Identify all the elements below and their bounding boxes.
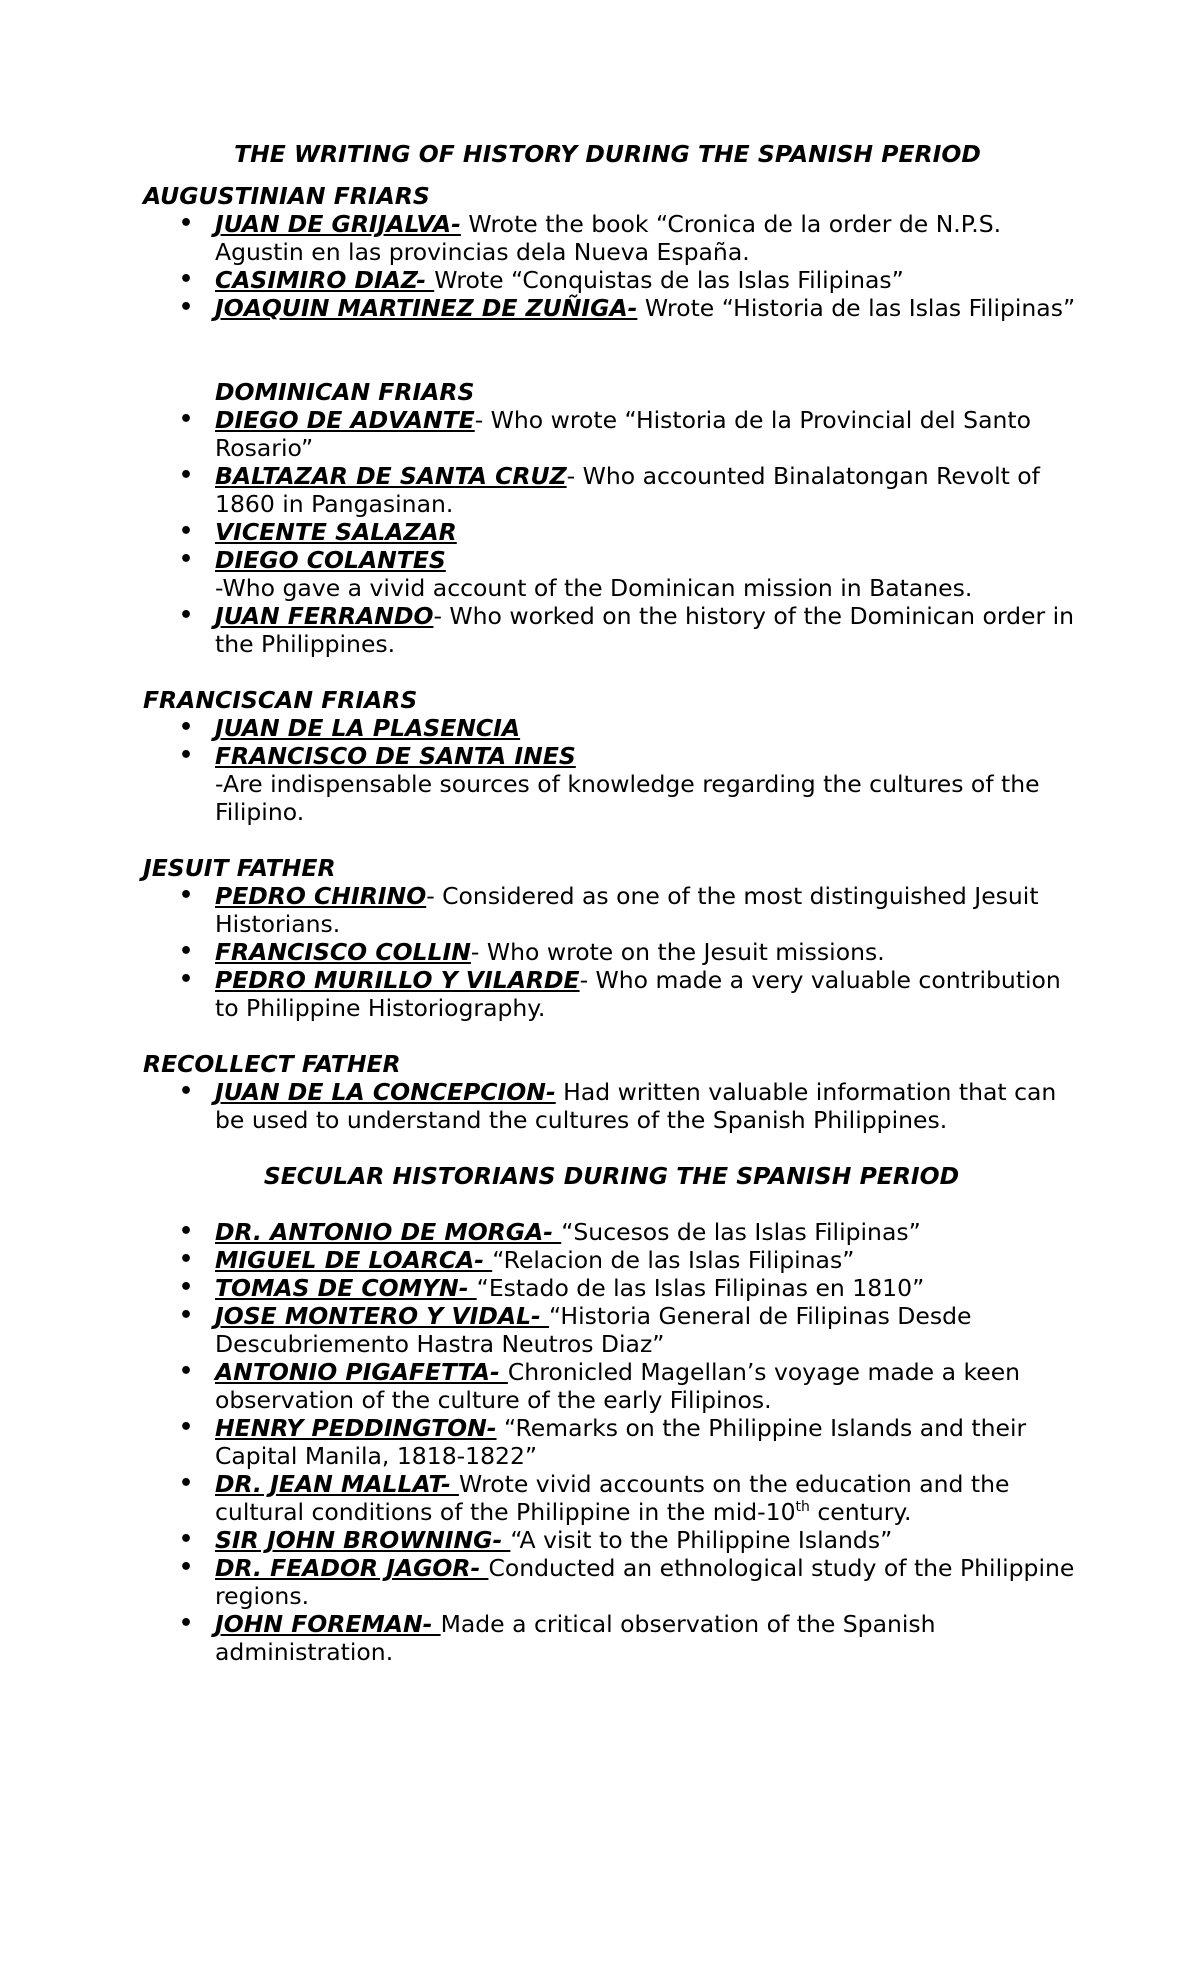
list-item	[143, 210, 1080, 266]
historian-desc: - Considered as one of the most distinguished Jesuit Historians.	[215, 882, 1039, 938]
spacer	[143, 658, 1080, 686]
list-item	[143, 1470, 1080, 1526]
superscript: th	[795, 1499, 810, 1516]
list-item	[143, 938, 1080, 966]
bullet-icon: •	[179, 1275, 194, 1300]
historian-desc: “Remarks on the Philippine Islands and their Capital Manila, 1818-1822”	[215, 1414, 1027, 1470]
historian-name: JUAN FERRANDO	[215, 602, 434, 630]
recollect-list	[143, 1078, 1080, 1134]
section-note: -Are indispensable sources of knowledge regarding the cultures of the Filipino.	[215, 770, 1040, 826]
spacer	[143, 1134, 1080, 1162]
document-title: THE WRITING OF HISTORY DURING THE SPANISH PERIOD	[234, 140, 981, 168]
list-item	[143, 518, 1080, 546]
secular-section-title: SECULAR HISTORIANS DURING THE SPANISH PERIOD	[263, 1162, 960, 1190]
list-item	[143, 1526, 1080, 1554]
secular-list	[143, 1218, 1080, 1666]
historian-name: DR. ANTONIO DE MORGA-	[215, 1218, 562, 1246]
list-item	[143, 1554, 1080, 1610]
bullet-icon: •	[179, 1611, 194, 1636]
historian-name: DIEGO DE ADVANTE	[215, 406, 475, 434]
franciscan-list	[143, 714, 1080, 770]
historian-desc: Wrote the book “Cronica de la order de N.P.S. Agustin en las provincias dela Nueva España.	[215, 210, 1002, 266]
bullet-icon: •	[179, 1527, 194, 1552]
historian-name: DIEGO COLANTES	[215, 546, 446, 574]
bullet-icon: •	[179, 603, 194, 628]
list-item	[143, 966, 1080, 1022]
list-item	[143, 1274, 1080, 1302]
list-item	[143, 714, 1080, 742]
bullet-icon: •	[179, 1219, 194, 1244]
list-item	[143, 1302, 1080, 1358]
jesuit-list	[143, 882, 1080, 1022]
historian-name: JUAN DE LA PLASENCIA	[215, 714, 521, 742]
historian-desc: - Who worked on the history of the Dominican order in the Philippines.	[215, 602, 1075, 658]
bullet-icon: •	[179, 1555, 194, 1580]
historian-desc: Wrote “Historia de las Islas Filipinas”	[637, 294, 1076, 322]
historian-name: JUAN DE GRIJALVA-	[215, 210, 461, 238]
historian-name: MIGUEL DE LOARCA-	[215, 1246, 493, 1274]
spacer	[143, 826, 1080, 854]
historian-desc: Conducted an ethnological study of the Philippine regions.	[215, 1554, 1075, 1610]
list-item	[143, 266, 1080, 294]
bullet-icon: •	[179, 1415, 194, 1440]
section-heading-franciscan: FRANCISCAN FRIARS	[143, 686, 418, 714]
historian-desc: - Who wrote on the Jesuit missions.	[470, 938, 885, 966]
bullet-icon: •	[179, 1079, 194, 1104]
section-heading-recollect: RECOLLECT FATHER	[143, 1050, 401, 1078]
historian-name: SIR JOHN BROWNING-	[215, 1526, 511, 1554]
historian-name: VICENTE SALAZAR	[215, 518, 457, 546]
dominican-list	[143, 406, 1080, 574]
list-item	[143, 1414, 1080, 1470]
historian-name: TOMAS DE COMYN-	[215, 1274, 477, 1302]
historian-desc: “Historia General de Filipinas Desde Descubriemento Hastra Neutros Diaz”	[215, 1302, 972, 1358]
bullet-icon: •	[179, 519, 194, 544]
historian-desc: Wrote “Conquistas de las Islas Filipinas”	[434, 266, 904, 294]
historian-desc-tail: century.	[809, 1498, 912, 1526]
historian-desc: Had written valuable information that can be used to understand the cultures of the Spanish Philippines.	[215, 1078, 1057, 1134]
list-item	[143, 1610, 1080, 1666]
historian-desc: Chronicled Magellan’s voyage made a keen observation of the culture of the early Filipinos.	[215, 1358, 1021, 1414]
bullet-icon: •	[179, 883, 194, 908]
historian-name: BALTAZAR DE SANTA CRUZ	[215, 462, 567, 490]
historian-desc: Wrote vivid accounts on the education and the cultural conditions of the Philippine in the mid-10	[215, 1470, 1010, 1526]
bullet-icon: •	[179, 463, 194, 488]
list-item	[143, 602, 1080, 658]
historian-name: ANTONIO PIGAFETTA-	[215, 1358, 508, 1386]
bullet-icon: •	[179, 295, 194, 320]
historian-desc: “Sucesos de las Islas Filipinas”	[561, 1218, 921, 1246]
section-heading-jesuit: JESUIT FATHER	[143, 854, 336, 882]
list-item	[143, 294, 1080, 322]
historian-name: DR. JEAN MALLAT-	[215, 1470, 459, 1498]
historian-desc: - Who wrote “Historia de la Provincial del Santo Rosario”	[215, 406, 1031, 462]
list-item	[143, 546, 1080, 574]
bullet-icon: •	[179, 743, 194, 768]
augustinian-list	[143, 210, 1080, 322]
bullet-icon: •	[179, 407, 194, 432]
spacer	[143, 1022, 1080, 1050]
list-item	[143, 1246, 1080, 1274]
historian-desc: - Who accounted Binalatongan Revolt of 1860 in Pangasinan.	[215, 462, 1040, 518]
bullet-icon: •	[179, 547, 194, 572]
list-item	[143, 462, 1080, 518]
historian-desc: - Who made a very valuable contribution to Philippine Historiography.	[215, 966, 1061, 1022]
list-item	[143, 1218, 1080, 1246]
list-item	[143, 406, 1080, 462]
bullet-icon: •	[179, 967, 194, 992]
historian-name: DR. FEADOR JAGOR-	[215, 1554, 489, 1582]
list-item	[143, 882, 1080, 938]
historian-name: JOAQUIN MARTINEZ DE ZUÑIGA-	[215, 294, 638, 322]
bullet-icon: •	[179, 267, 194, 292]
list-item	[143, 742, 1080, 770]
section-heading-dominican: DOMINICAN FRIARS	[215, 378, 475, 406]
bullet-icon: •	[179, 1247, 194, 1272]
dominican-list-continued	[143, 602, 1080, 658]
bullet-icon: •	[179, 211, 194, 236]
historian-name: PEDRO MURILLO Y VILARDE	[215, 966, 580, 994]
spacer	[143, 322, 1080, 378]
list-item	[143, 1078, 1080, 1134]
historian-desc: “A visit to the Philippine Islands”	[510, 1526, 893, 1554]
bullet-icon: •	[179, 1359, 194, 1384]
historian-name: JUAN DE LA CONCEPCION-	[215, 1078, 556, 1106]
section-heading-augustinian: AUGUSTINIAN FRIARS	[143, 182, 430, 210]
historian-desc: “Estado de las Islas Filipinas en 1810”	[476, 1274, 925, 1302]
bullet-icon: •	[179, 1471, 194, 1496]
historian-desc: “Relacion de las Islas Filipinas”	[492, 1246, 855, 1274]
historian-name: FRANCISCO DE SANTA INES	[215, 742, 576, 770]
bullet-icon: •	[179, 715, 194, 740]
historian-name: PEDRO CHIRINO	[215, 882, 427, 910]
historian-name: JOSE MONTERO Y VIDAL-	[215, 1302, 549, 1330]
list-item	[143, 1358, 1080, 1414]
historian-name: CASIMIRO DIAZ-	[215, 266, 435, 294]
historian-name: FRANCISCO COLLIN	[215, 938, 471, 966]
bullet-icon: •	[179, 939, 194, 964]
historian-name: JOHN FOREMAN-	[215, 1610, 441, 1638]
historian-desc: Made a critical observation of the Spanish administration.	[215, 1610, 936, 1666]
historian-name: HENRY PEDDINGTON-	[215, 1414, 497, 1442]
bullet-icon: •	[179, 1303, 194, 1328]
section-note: -Who gave a vivid account of the Dominican mission in Batanes.	[215, 574, 973, 602]
